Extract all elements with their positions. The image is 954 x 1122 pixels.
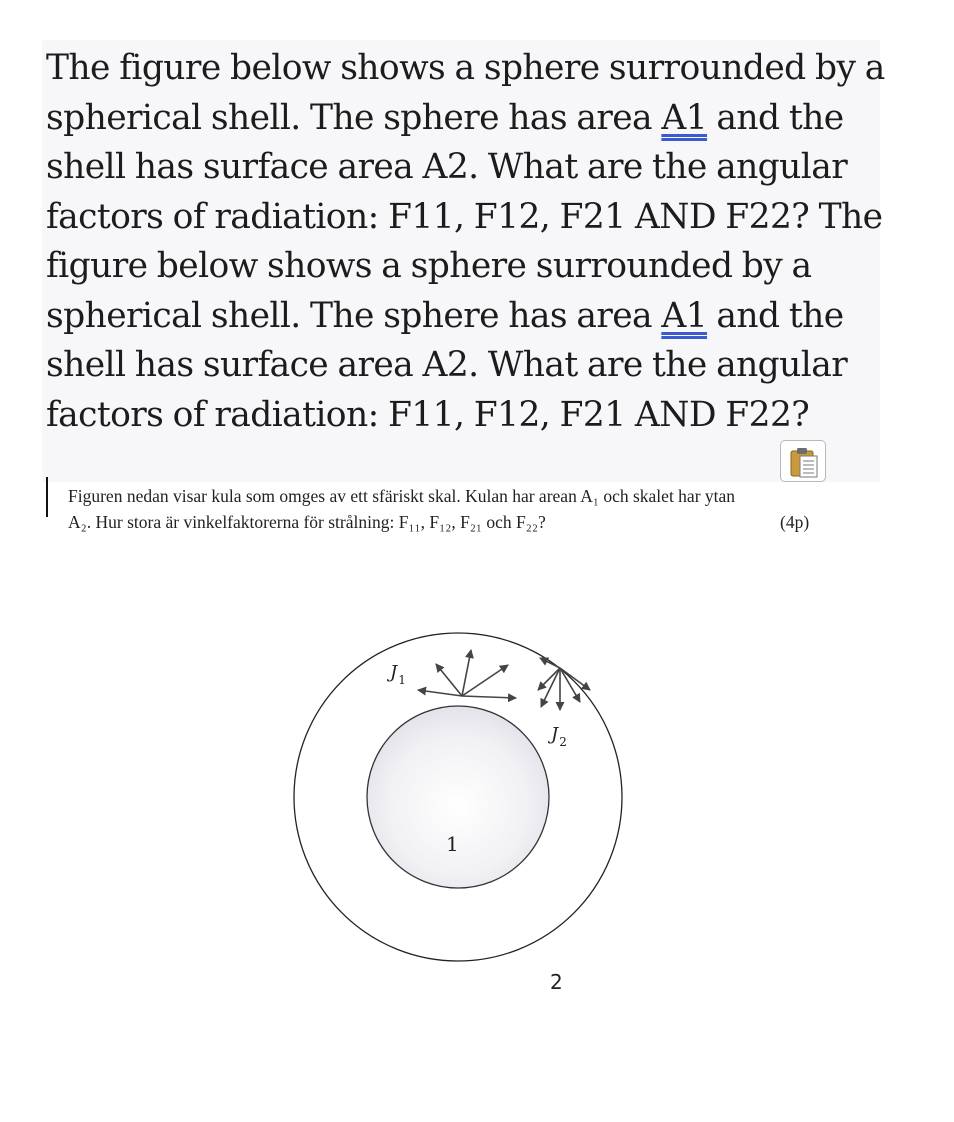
label-j1: $J_1$: [390, 662, 406, 687]
editor-line: shell has surface area A2. What are the angular: [46, 345, 848, 385]
editor-line: The figure below shows a sphere surrounded by a: [46, 48, 885, 88]
label-j2: $J_2$: [551, 724, 567, 749]
editor-line: factors of radiation: F11, F12, F21 AND F22? The: [46, 196, 883, 237]
caption-line: Figuren nedan visar kula som omges av ett sfäriskt skal. Kulan har arean A₁ och skalet har ytan: [68, 486, 736, 506]
caption-line: A₂. Hur stora är vinkelfaktorerna för strålning: F₁₁, F₁₂, F₂₁ och F₂₂? (4p): [68, 509, 852, 535]
editor-line: factors of radiation: F11, F12, F21 AND F22?: [46, 394, 810, 435]
spellcheck-term[interactable]: A1: [661, 295, 708, 336]
label-shell: 2: [550, 970, 563, 994]
j2-arrows: [538, 658, 590, 710]
inner-sphere: [367, 706, 549, 888]
editor-line: spherical shell. The sphere has area A1 and the: [46, 295, 844, 336]
label-sphere: 1: [446, 832, 459, 856]
j1-arrows: [418, 650, 516, 698]
editor-line: shell has surface area A2. What are the angular: [46, 147, 848, 187]
editor-line: spherical shell. The sphere has area A1 and the: [46, 97, 844, 138]
spellcheck-term[interactable]: A1: [661, 97, 708, 138]
editor-line: figure below shows a sphere surrounded by a: [46, 246, 812, 286]
points-label: (4p): [780, 512, 810, 532]
